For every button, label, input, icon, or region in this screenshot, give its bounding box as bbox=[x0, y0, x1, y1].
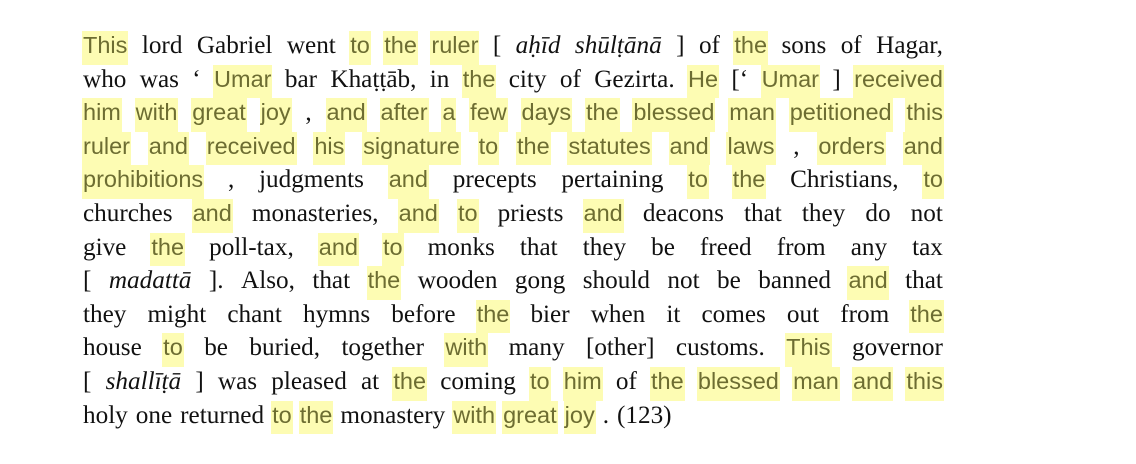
word: gong bbox=[514, 267, 566, 295]
highlighted-word: man bbox=[792, 367, 840, 401]
word: wooden bbox=[417, 267, 498, 295]
highlighted-word: the bbox=[585, 98, 620, 132]
word: , bbox=[305, 99, 312, 127]
highlighted-word: and bbox=[398, 199, 439, 233]
highlighted-word: him bbox=[82, 98, 122, 132]
word: from bbox=[840, 300, 890, 328]
highlighted-word: the bbox=[732, 165, 767, 199]
word: customs. bbox=[675, 334, 765, 362]
highlighted-word: the bbox=[367, 266, 402, 300]
highlighted-word: the bbox=[462, 65, 497, 99]
word: that bbox=[519, 233, 558, 261]
word bbox=[105, 367, 183, 401]
word: Gezirta. bbox=[594, 65, 675, 93]
highlighted-word: blessed bbox=[697, 367, 780, 401]
word: [ bbox=[492, 32, 502, 59]
word: [ bbox=[83, 367, 92, 395]
word: monasteries, bbox=[251, 199, 379, 227]
highlighted-word: to bbox=[687, 165, 709, 199]
word: ]. bbox=[208, 267, 224, 295]
word: ‘ bbox=[192, 65, 201, 93]
highlighted-word: and bbox=[326, 98, 367, 132]
italic-term: madattā bbox=[108, 267, 192, 295]
word: give bbox=[83, 233, 127, 261]
word: at bbox=[361, 367, 380, 395]
word: of bbox=[559, 65, 581, 93]
text-line bbox=[82, 199, 944, 233]
text-line bbox=[82, 333, 944, 367]
text-line bbox=[82, 165, 944, 199]
word: together bbox=[341, 334, 424, 362]
highlighted-word: his bbox=[313, 132, 345, 166]
word: went bbox=[286, 32, 336, 59]
word: one bbox=[135, 401, 173, 429]
highlighted-word: the bbox=[476, 300, 511, 334]
highlighted-word: orders bbox=[817, 132, 886, 166]
highlighted-word: the bbox=[650, 367, 685, 401]
highlighted-word: the bbox=[909, 300, 944, 334]
word: bier bbox=[530, 300, 570, 328]
highlighted-word: and bbox=[583, 199, 624, 233]
highlighted-word: with bbox=[452, 401, 496, 435]
highlighted-word: great bbox=[191, 98, 247, 132]
highlighted-word: him bbox=[563, 367, 603, 401]
highlighted-word: to bbox=[457, 199, 479, 233]
word: churches bbox=[83, 199, 173, 227]
highlighted-word: great bbox=[502, 401, 558, 435]
word: governor bbox=[851, 334, 943, 362]
word: that bbox=[312, 267, 351, 295]
highlighted-word: days bbox=[521, 98, 573, 132]
highlighted-word: and bbox=[148, 132, 189, 166]
highlighted-word: received bbox=[853, 65, 944, 99]
italic-term: aḥīd bbox=[515, 32, 561, 59]
highlighted-word: received bbox=[206, 132, 297, 166]
word: when bbox=[590, 300, 646, 328]
highlighted-word: joy bbox=[260, 98, 292, 132]
highlighted-word: ruler bbox=[82, 132, 131, 166]
word: , bbox=[227, 166, 235, 194]
word: who bbox=[83, 65, 127, 93]
highlighted-word: to bbox=[162, 333, 184, 367]
highlighted-word: This bbox=[82, 31, 128, 65]
word: should bbox=[582, 267, 650, 295]
word: comes bbox=[701, 300, 766, 328]
word: Khaṭṭāb, bbox=[330, 65, 417, 93]
word: they bbox=[83, 300, 127, 328]
text-line bbox=[82, 367, 944, 401]
word: be bbox=[651, 233, 675, 261]
word: before bbox=[391, 300, 456, 328]
highlighted-word: and bbox=[388, 165, 429, 199]
italic-term: shūlṭānā bbox=[574, 32, 662, 59]
highlighted-word: statutes bbox=[567, 132, 651, 166]
word: buried, bbox=[249, 334, 321, 362]
word: monastery bbox=[340, 401, 446, 429]
highlighted-word: man bbox=[728, 98, 776, 132]
highlighted-word: the bbox=[383, 31, 418, 65]
word: [ bbox=[83, 267, 92, 295]
word: . bbox=[602, 401, 609, 429]
word: they bbox=[801, 199, 846, 227]
highlighted-word: to bbox=[382, 233, 404, 267]
highlighted-word: this bbox=[905, 98, 944, 132]
highlighted-word: few bbox=[469, 98, 508, 132]
word: freed bbox=[699, 233, 752, 261]
highlighted-word: after bbox=[380, 98, 429, 132]
highlighted-word: ruler bbox=[430, 31, 479, 65]
word: any bbox=[850, 233, 888, 261]
text-line bbox=[82, 401, 944, 435]
word bbox=[515, 31, 562, 65]
highlighted-word: petitioned bbox=[789, 98, 893, 132]
word: be bbox=[204, 334, 228, 362]
highlighted-word: Umar bbox=[213, 65, 272, 99]
highlighted-word: He bbox=[687, 65, 719, 99]
highlighted-word: prohibitions bbox=[82, 165, 204, 199]
word: [other] bbox=[585, 334, 655, 362]
highlighted-word: the bbox=[392, 367, 427, 401]
word bbox=[108, 266, 193, 300]
word: ] bbox=[676, 32, 685, 59]
highlighted-word: and bbox=[669, 132, 710, 166]
highlighted-word: the bbox=[516, 132, 551, 166]
word: holy bbox=[83, 401, 128, 429]
word: that bbox=[905, 267, 943, 295]
highlighted-word: signature bbox=[362, 132, 461, 166]
word: hymns bbox=[302, 300, 371, 328]
word: not bbox=[667, 267, 700, 295]
word: of bbox=[698, 32, 720, 59]
word: deacons bbox=[642, 199, 724, 227]
word: priests bbox=[497, 199, 564, 227]
word: returned bbox=[180, 401, 265, 429]
highlighted-word: laws bbox=[726, 132, 775, 166]
word: of bbox=[615, 367, 637, 395]
word: pertaining bbox=[561, 166, 664, 194]
word: might bbox=[147, 300, 207, 328]
text-line bbox=[82, 98, 944, 132]
word: poll-tax, bbox=[209, 233, 294, 261]
word: banned bbox=[758, 267, 831, 295]
highlighted-word: to bbox=[271, 401, 293, 435]
word: ] bbox=[832, 65, 841, 93]
highlighted-word: blessed bbox=[632, 98, 715, 132]
highlighted-word: to bbox=[922, 165, 944, 199]
word: city bbox=[508, 65, 547, 93]
word: [‘ bbox=[731, 65, 749, 93]
word: , bbox=[793, 132, 800, 160]
word: Christians, bbox=[790, 166, 899, 194]
document-passage bbox=[82, 31, 944, 434]
word: in bbox=[429, 65, 450, 93]
highlighted-word: the bbox=[150, 233, 185, 267]
word: lord bbox=[141, 32, 183, 59]
text-line bbox=[82, 233, 944, 267]
word: ] bbox=[195, 367, 204, 395]
highlighted-word: the bbox=[299, 401, 334, 435]
word: was bbox=[217, 367, 258, 395]
word: from bbox=[776, 233, 826, 261]
highlighted-word: the bbox=[733, 31, 768, 65]
text-line bbox=[82, 65, 944, 99]
word: it bbox=[666, 300, 681, 328]
word: was bbox=[139, 65, 179, 93]
text-line bbox=[82, 31, 944, 65]
word: judgments bbox=[259, 166, 364, 194]
word: precepts bbox=[452, 166, 537, 194]
word: of bbox=[840, 32, 862, 59]
highlighted-word: this bbox=[905, 367, 944, 401]
word: Also, bbox=[241, 267, 295, 295]
word bbox=[574, 31, 663, 65]
highlighted-word: with bbox=[444, 333, 488, 367]
word: sons bbox=[781, 32, 827, 59]
word: do bbox=[865, 199, 891, 227]
word: they bbox=[582, 233, 627, 261]
highlighted-word: and bbox=[852, 367, 893, 401]
word: (123) bbox=[617, 401, 672, 429]
highlighted-word: and bbox=[192, 199, 233, 233]
word: Hagar, bbox=[876, 32, 943, 59]
word: not bbox=[910, 199, 943, 227]
italic-term: shallīṭā bbox=[105, 367, 182, 395]
highlighted-word: Umar bbox=[761, 65, 820, 99]
word: that bbox=[744, 199, 782, 227]
highlighted-word: and bbox=[847, 266, 888, 300]
word: be bbox=[717, 267, 741, 295]
text-line bbox=[82, 300, 944, 334]
word: tax bbox=[912, 233, 943, 261]
highlighted-word: This bbox=[785, 333, 831, 367]
highlighted-word: joy bbox=[564, 401, 596, 435]
word: chant bbox=[227, 300, 282, 328]
highlighted-word: to bbox=[478, 132, 500, 166]
word: pleased bbox=[271, 367, 347, 395]
highlighted-word: a bbox=[441, 98, 456, 132]
highlighted-word: with bbox=[135, 98, 179, 132]
word: out bbox=[786, 300, 820, 328]
word: monks bbox=[427, 233, 495, 261]
text-line bbox=[82, 266, 944, 300]
word: many bbox=[508, 334, 565, 362]
word: house bbox=[83, 334, 142, 362]
text-line bbox=[82, 132, 944, 166]
highlighted-word: and bbox=[903, 132, 944, 166]
word: bar bbox=[284, 65, 318, 93]
highlighted-word: to bbox=[529, 367, 551, 401]
word: Gabriel bbox=[196, 32, 273, 59]
word: coming bbox=[440, 367, 516, 395]
highlighted-word: to bbox=[349, 31, 371, 65]
highlighted-word: and bbox=[318, 233, 359, 267]
